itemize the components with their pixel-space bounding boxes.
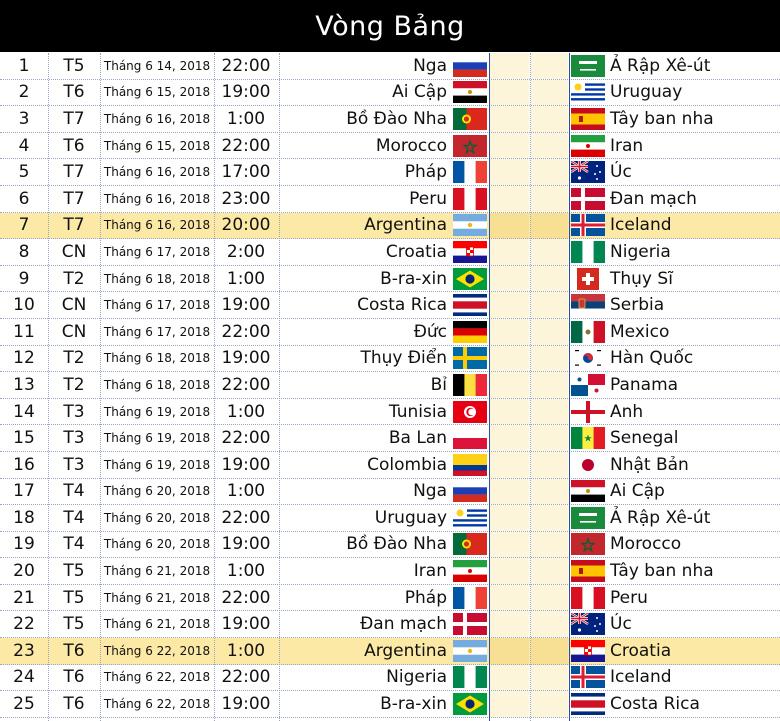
home-score-cell[interactable] (490, 213, 529, 239)
argentina-flag-icon (453, 213, 487, 239)
away-score-cell[interactable] (531, 53, 568, 79)
home-score-cell[interactable] (490, 691, 529, 717)
poland-flag-icon (453, 425, 487, 451)
match-date: Tháng 6 15, 2018 (103, 138, 211, 153)
match-number: 9 (18, 268, 30, 289)
match-number: 22 (13, 614, 35, 635)
morocco-flag-icon (453, 133, 487, 159)
france-flag-icon (453, 159, 487, 185)
away-score-cell[interactable] (531, 80, 568, 106)
match-time: 22:00 (221, 135, 271, 156)
spain-flag-icon (570, 558, 606, 584)
table-row[interactable] (0, 80, 780, 107)
peru-flag-icon (453, 186, 487, 212)
uruguay-flag-icon (570, 80, 606, 106)
match-time: 1:00 (226, 401, 266, 422)
denmark-flag-icon (570, 186, 606, 212)
home-score-cell[interactable] (490, 611, 529, 637)
home-score-cell[interactable] (490, 665, 529, 691)
away-team: Anh (610, 401, 644, 422)
match-time: 19:00 (221, 295, 271, 316)
home-score-cell[interactable] (490, 372, 529, 398)
away-score-cell[interactable] (531, 186, 568, 212)
match-number: 14 (13, 401, 35, 422)
away-score-cell[interactable] (531, 213, 568, 239)
table-row[interactable] (0, 159, 780, 186)
away-score-cell[interactable] (531, 638, 568, 664)
match-weekday: T6 (63, 667, 85, 688)
match-weekday: CN (61, 321, 87, 342)
match-time: 1:00 (226, 268, 266, 289)
away-team: Senegal (610, 428, 679, 449)
match-number: 17 (13, 481, 35, 502)
match-date: Tháng 6 19, 2018 (103, 431, 211, 446)
home-score-cell[interactable] (490, 159, 529, 185)
table-row[interactable] (0, 611, 780, 638)
home-score-cell[interactable] (490, 425, 529, 451)
table-row[interactable] (0, 292, 780, 319)
column-divider (569, 53, 570, 721)
serbia-flag-icon (570, 292, 606, 318)
match-date: Tháng 6 18, 2018 (103, 271, 211, 286)
table-row[interactable] (0, 213, 780, 240)
match-time: 19:00 (221, 694, 271, 715)
match-weekday: T3 (63, 401, 85, 422)
table-row[interactable] (0, 638, 780, 665)
away-score-cell[interactable] (531, 399, 568, 425)
home-score-cell[interactable] (490, 399, 529, 425)
mexico-flag-icon (570, 319, 606, 345)
table-row[interactable] (0, 425, 780, 452)
home-team: Đức (413, 321, 447, 342)
match-number: 7 (18, 215, 30, 236)
iceland-flag-icon (570, 213, 606, 239)
match-number: 6 (18, 188, 30, 209)
match-date: Tháng 6 19, 2018 (103, 457, 211, 472)
away-score-cell[interactable] (531, 585, 568, 611)
match-date: Tháng 6 18, 2018 (103, 351, 211, 366)
table-row[interactable] (0, 665, 780, 692)
away-team: Peru (610, 587, 648, 608)
table-row[interactable] (0, 558, 780, 585)
home-score-cell[interactable] (490, 319, 529, 345)
brazil-flag-icon (453, 691, 487, 717)
home-team: Nga (413, 481, 447, 502)
table-row[interactable] (0, 106, 780, 133)
match-number: 23 (13, 640, 35, 661)
home-team: Ai Cập (392, 82, 447, 103)
away-score-cell[interactable] (531, 159, 568, 185)
match-time: 22:00 (221, 55, 271, 76)
away-team: Croatia (610, 640, 672, 661)
match-date: Tháng 6 21, 2018 (103, 564, 211, 579)
home-team: Morocco (375, 135, 447, 156)
match-weekday: T6 (63, 640, 85, 661)
saudi-flag-icon (570, 505, 606, 531)
costarica-flag-icon (453, 292, 487, 318)
match-number: 19 (13, 534, 35, 555)
japan-flag-icon (570, 452, 606, 478)
home-team: Pháp (404, 587, 447, 608)
match-time: 19:00 (221, 454, 271, 475)
australia-flag-icon (570, 159, 606, 185)
home-score-cell[interactable] (490, 505, 529, 531)
match-time: 19:00 (221, 614, 271, 635)
away-team: Ai Cập (610, 481, 665, 502)
germany-flag-icon (453, 319, 487, 345)
away-team: Nigeria (610, 241, 671, 262)
away-team: Iceland (610, 667, 672, 688)
colombia-flag-icon (453, 452, 487, 478)
home-team: Nga (413, 55, 447, 76)
away-team: Iceland (610, 215, 672, 236)
portugal-flag-icon (453, 532, 487, 558)
egypt-flag-icon (453, 80, 487, 106)
away-team: Tây ban nha (610, 108, 714, 129)
table-row[interactable] (0, 532, 780, 559)
home-score-cell[interactable] (490, 346, 529, 372)
away-score-cell[interactable] (531, 691, 568, 717)
match-time: 19:00 (221, 82, 271, 103)
home-team: Croatia (385, 241, 447, 262)
match-date: Tháng 6 20, 2018 (103, 537, 211, 552)
away-team: Ả Rập Xê-út (610, 507, 711, 528)
match-number: 24 (13, 667, 35, 688)
brazil-flag-icon (453, 266, 487, 292)
home-team: Tunisia (388, 401, 447, 422)
away-team: Đan mạch (610, 188, 697, 209)
peru-flag-icon (570, 585, 606, 611)
match-weekday: T7 (63, 188, 85, 209)
home-score-cell[interactable] (490, 585, 529, 611)
home-score-cell[interactable] (490, 558, 529, 584)
match-date: Tháng 6 15, 2018 (103, 85, 211, 100)
morocco-flag-icon (570, 532, 606, 558)
match-time: 22:00 (221, 374, 271, 395)
match-time: 20:00 (221, 215, 271, 236)
saudi-flag-icon (570, 53, 606, 79)
france-flag-icon (453, 585, 487, 611)
match-date: Tháng 6 21, 2018 (103, 617, 211, 632)
home-team: Costa Rica (357, 295, 447, 316)
home-score-cell[interactable] (490, 106, 529, 132)
away-score-cell[interactable] (531, 346, 568, 372)
home-score-cell[interactable] (490, 479, 529, 505)
away-team: Morocco (610, 534, 682, 555)
iceland-flag-icon (570, 665, 606, 691)
match-weekday: T3 (63, 454, 85, 475)
match-time: 22:00 (221, 428, 271, 449)
home-score-cell[interactable] (490, 239, 529, 265)
match-number: 12 (13, 348, 35, 369)
belgium-flag-icon (453, 372, 487, 398)
away-team: Úc (610, 614, 632, 635)
match-number: 5 (18, 162, 30, 183)
match-weekday: T4 (63, 507, 85, 528)
away-team: Úc (610, 162, 632, 183)
table-row[interactable] (0, 133, 780, 160)
russia-flag-icon (453, 53, 487, 79)
korea-flag-icon (570, 346, 606, 372)
match-number: 2 (18, 82, 30, 103)
match-weekday: T5 (63, 614, 85, 635)
match-date: Tháng 6 16, 2018 (103, 191, 211, 206)
russia-flag-icon (453, 479, 487, 505)
match-date: Tháng 6 17, 2018 (103, 244, 211, 259)
match-date: Tháng 6 16, 2018 (103, 218, 211, 233)
away-score-cell[interactable] (531, 425, 568, 451)
match-weekday: T7 (63, 108, 85, 129)
table-row[interactable] (0, 399, 780, 426)
costarica-flag-icon (570, 691, 606, 717)
egypt-flag-icon (570, 479, 606, 505)
croatia-flag-icon (453, 239, 487, 265)
home-team: B-ra-xin (380, 694, 447, 715)
away-score-cell[interactable] (531, 106, 568, 132)
match-number: 21 (13, 587, 35, 608)
home-team: B-ra-xin (380, 268, 447, 289)
match-time: 17:00 (221, 162, 271, 183)
match-time: 2:00 (226, 241, 266, 262)
away-score-cell[interactable] (531, 505, 568, 531)
table-row[interactable] (0, 186, 780, 213)
match-weekday: T7 (63, 215, 85, 236)
match-time: 22:00 (221, 667, 271, 688)
match-date: Tháng 6 14, 2018 (103, 58, 211, 73)
page-title (0, 0, 780, 52)
home-team: Pháp (404, 162, 447, 183)
table-row[interactable] (0, 479, 780, 506)
column-divider (489, 53, 490, 721)
home-team: Đan mạch (360, 614, 447, 635)
away-score-cell[interactable] (531, 479, 568, 505)
match-time: 22:00 (221, 587, 271, 608)
away-score-cell[interactable] (531, 133, 568, 159)
home-team: Uruguay (374, 507, 447, 528)
away-team: Hàn Quốc (610, 348, 694, 369)
away-team: Serbia (610, 295, 665, 316)
away-team: Tây ban nha (610, 561, 714, 582)
match-date: Tháng 6 20, 2018 (103, 484, 211, 499)
column-divider (48, 53, 49, 721)
denmark-flag-icon (453, 611, 487, 637)
home-score-cell[interactable] (490, 80, 529, 106)
home-team: Argentina (364, 215, 447, 236)
iran-flag-icon (453, 558, 487, 584)
away-team: Ả Rập Xê-út (610, 55, 711, 76)
away-team: Panama (610, 374, 679, 395)
column-divider (214, 53, 215, 721)
away-score-cell[interactable] (531, 319, 568, 345)
match-time: 23:00 (221, 188, 271, 209)
table-row[interactable] (0, 505, 780, 532)
table-row[interactable] (0, 346, 780, 373)
home-team: Peru (409, 188, 447, 209)
home-team: Iran (413, 561, 447, 582)
home-score-cell[interactable] (490, 53, 529, 79)
match-table (0, 53, 780, 718)
match-date: Tháng 6 18, 2018 (103, 377, 211, 392)
match-weekday: T6 (63, 694, 85, 715)
match-weekday: T2 (63, 374, 85, 395)
away-score-cell[interactable] (531, 372, 568, 398)
match-number: 18 (13, 507, 35, 528)
away-score-cell[interactable] (531, 266, 568, 292)
match-date: Tháng 6 17, 2018 (103, 324, 211, 339)
match-weekday: CN (61, 241, 87, 262)
home-score-cell[interactable] (490, 452, 529, 478)
away-team: Uruguay (610, 82, 683, 103)
table-row[interactable] (0, 53, 780, 80)
home-team: Nigeria (386, 667, 447, 688)
match-date: Tháng 6 17, 2018 (103, 298, 211, 313)
australia-flag-icon (570, 611, 606, 637)
uruguay-flag-icon (453, 505, 487, 531)
away-score-cell[interactable] (531, 452, 568, 478)
away-team: Costa Rica (610, 694, 700, 715)
match-time: 1:00 (226, 481, 266, 502)
away-score-cell[interactable] (531, 558, 568, 584)
match-number: 8 (18, 241, 30, 262)
home-team: Bồ Đào Nha (346, 108, 447, 129)
match-number: 10 (13, 295, 35, 316)
home-score-cell[interactable] (490, 266, 529, 292)
away-score-cell[interactable] (531, 292, 568, 318)
match-weekday: T6 (63, 135, 85, 156)
column-divider (279, 53, 280, 721)
column-divider (530, 53, 531, 721)
home-team: Argentina (364, 640, 447, 661)
away-score-cell[interactable] (531, 532, 568, 558)
home-team: Thụy Điển (360, 348, 447, 369)
nigeria-flag-icon (453, 665, 487, 691)
home-team: Colombia (367, 454, 447, 475)
match-date: Tháng 6 16, 2018 (103, 165, 211, 180)
portugal-flag-icon (453, 106, 487, 132)
away-team: Nhật Bản (610, 454, 689, 475)
home-team: Bồ Đào Nha (346, 534, 447, 555)
home-score-cell[interactable] (490, 532, 529, 558)
match-number: 13 (13, 374, 35, 395)
away-team: Thụy Sĩ (610, 268, 673, 289)
column-divider (100, 53, 101, 721)
match-number: 11 (13, 321, 35, 342)
table-row[interactable] (0, 319, 780, 346)
match-date: Tháng 6 21, 2018 (103, 590, 211, 605)
home-score-cell[interactable] (490, 133, 529, 159)
sweden-flag-icon (453, 346, 487, 372)
away-team: Mexico (610, 321, 670, 342)
away-team: Iran (610, 135, 644, 156)
match-time: 19:00 (221, 534, 271, 555)
match-time: 1:00 (226, 108, 266, 129)
table-row[interactable] (0, 372, 780, 399)
spain-flag-icon (570, 106, 606, 132)
match-date: Tháng 6 22, 2018 (103, 670, 211, 685)
table-row[interactable] (0, 239, 780, 266)
table-row[interactable] (0, 266, 780, 293)
away-score-cell[interactable] (531, 611, 568, 637)
match-date: Tháng 6 19, 2018 (103, 404, 211, 419)
senegal-flag-icon (570, 425, 606, 451)
match-date: Tháng 6 22, 2018 (103, 697, 211, 712)
home-team: Ba Lan (388, 428, 447, 449)
match-time: 1:00 (226, 561, 266, 582)
match-number: 3 (18, 108, 30, 129)
home-score-cell[interactable] (490, 292, 529, 318)
match-weekday: CN (61, 295, 87, 316)
match-date: Tháng 6 16, 2018 (103, 111, 211, 126)
match-date: Tháng 6 20, 2018 (103, 510, 211, 525)
argentina-flag-icon (453, 638, 487, 664)
table-row[interactable] (0, 691, 780, 718)
panama-flag-icon (570, 372, 606, 398)
match-time: 22:00 (221, 507, 271, 528)
home-score-cell[interactable] (490, 638, 529, 664)
match-date: Tháng 6 22, 2018 (103, 643, 211, 658)
match-weekday: T7 (63, 162, 85, 183)
match-number: 1 (18, 55, 30, 76)
match-weekday: T2 (63, 348, 85, 369)
match-number: 20 (13, 561, 35, 582)
match-number: 4 (18, 135, 30, 156)
tunisia-flag-icon (453, 399, 487, 425)
match-number: 15 (13, 428, 35, 449)
nigeria-flag-icon (570, 239, 606, 265)
table-row[interactable] (0, 452, 780, 479)
away-score-cell[interactable] (531, 239, 568, 265)
match-weekday: T5 (63, 587, 85, 608)
match-time: 1:00 (226, 640, 266, 661)
match-weekday: T4 (63, 481, 85, 502)
match-weekday: T5 (63, 55, 85, 76)
croatia-flag-icon (570, 638, 606, 664)
table-row[interactable] (0, 585, 780, 612)
match-number: 25 (13, 694, 35, 715)
away-score-cell[interactable] (531, 665, 568, 691)
home-score-cell[interactable] (490, 186, 529, 212)
england-flag-icon (570, 399, 606, 425)
match-weekday: T4 (63, 534, 85, 555)
home-team: Bỉ (430, 374, 447, 395)
iran-flag-icon (570, 133, 606, 159)
match-time: 22:00 (221, 321, 271, 342)
match-time: 19:00 (221, 348, 271, 369)
switzerland-flag-icon (570, 266, 606, 292)
match-weekday: T5 (63, 561, 85, 582)
match-weekday: T6 (63, 82, 85, 103)
match-weekday: T3 (63, 428, 85, 449)
match-weekday: T2 (63, 268, 85, 289)
match-number: 16 (13, 454, 35, 475)
page-title-text: Vòng Bảng (315, 10, 465, 42)
